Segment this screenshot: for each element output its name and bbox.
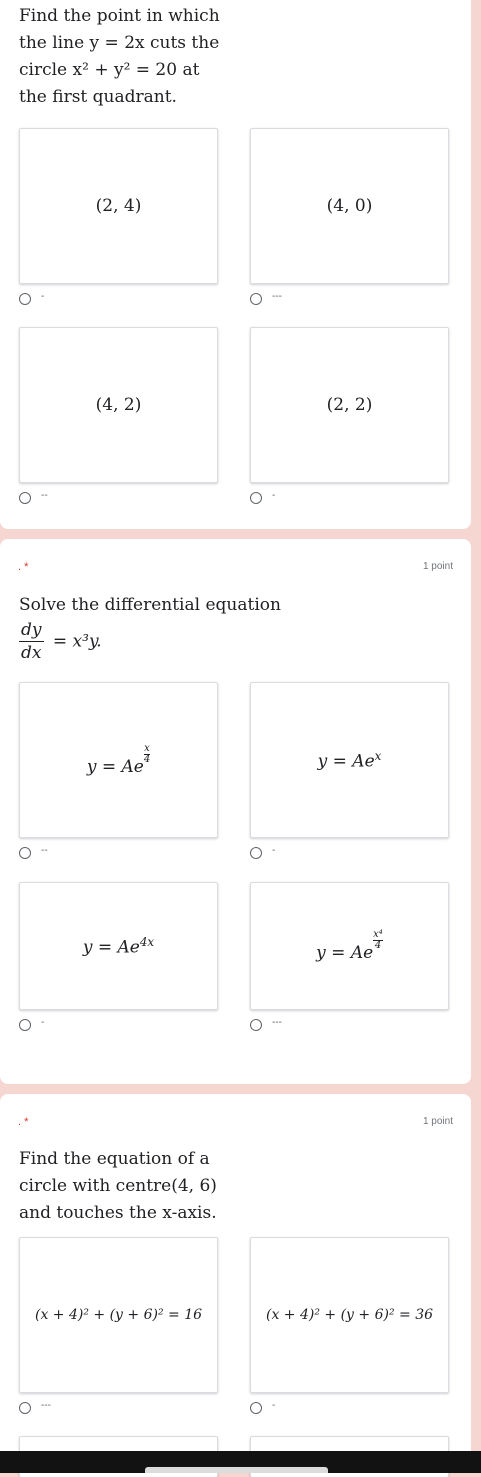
required-marker: . * bbox=[18, 561, 29, 573]
home-gesture-handle[interactable] bbox=[145, 1467, 328, 1473]
option-image-4[interactable] bbox=[250, 882, 449, 1010]
question-card-3 bbox=[0, 1094, 471, 1473]
radio-label: --- bbox=[41, 1400, 51, 1411]
question-line: and touches the x-axis. bbox=[19, 1203, 217, 1223]
option-radio-4[interactable] bbox=[250, 492, 262, 504]
points-label: 1 point bbox=[422, 1116, 453, 1127]
radio-label: --- bbox=[272, 1017, 282, 1028]
equation-rhs: = x³y. bbox=[52, 631, 102, 652]
radio-label: - bbox=[272, 490, 276, 501]
option-radio-1[interactable] bbox=[19, 293, 31, 305]
option-image-2[interactable] bbox=[250, 682, 449, 838]
option-radio-2[interactable] bbox=[250, 1402, 262, 1414]
radio-label: -- bbox=[41, 845, 48, 856]
points-label: 1 point bbox=[422, 561, 453, 572]
question-line: Find the equation of a bbox=[19, 1149, 210, 1169]
option-text bbox=[87, 744, 150, 777]
option-text: (2, 2) bbox=[326, 395, 373, 415]
option-base: y = Ae bbox=[317, 751, 375, 772]
fraction-denominator: dx bbox=[21, 643, 42, 663]
option-text bbox=[83, 935, 154, 958]
option-exponent bbox=[144, 744, 150, 765]
option-image-3[interactable] bbox=[19, 327, 218, 483]
option-radio-4[interactable] bbox=[250, 1019, 262, 1031]
required-marker: . * bbox=[18, 1116, 29, 1128]
question-text bbox=[19, 1146, 249, 1227]
option-image-2[interactable] bbox=[250, 1237, 449, 1393]
radio-label: --- bbox=[272, 291, 282, 302]
radio-label: -- bbox=[41, 490, 48, 501]
option-image-1[interactable] bbox=[19, 1237, 218, 1393]
option-radio-1[interactable] bbox=[19, 847, 31, 859]
radio-label: - bbox=[272, 845, 276, 856]
question-line: Find the point in which bbox=[19, 6, 220, 26]
option-image-4[interactable] bbox=[250, 327, 449, 483]
option-radio-3[interactable] bbox=[19, 492, 31, 504]
option-text bbox=[316, 930, 383, 963]
option-image-2[interactable] bbox=[250, 128, 449, 284]
question-text bbox=[19, 592, 319, 619]
exponent-denominator: 4 bbox=[374, 939, 382, 951]
question-card-1 bbox=[0, 0, 471, 529]
option-text: (4, 0) bbox=[326, 196, 373, 216]
exponent-denominator: 4 bbox=[143, 753, 151, 765]
radio-label: - bbox=[41, 1017, 45, 1028]
question-line: the first quadrant. bbox=[19, 87, 177, 107]
option-text bbox=[318, 749, 382, 772]
exponent-numerator: x⁴ bbox=[373, 928, 383, 940]
option-base: y = Ae bbox=[82, 937, 140, 958]
question-line: circle x² + y² = 20 at bbox=[19, 60, 200, 80]
radio-label: - bbox=[41, 291, 45, 302]
option-text: (x + 4)² + (y + 6)² = 36 bbox=[265, 1307, 434, 1323]
question-line: the line y = 2x cuts the bbox=[19, 33, 220, 53]
option-radio-2[interactable] bbox=[250, 293, 262, 305]
option-text: (4, 2) bbox=[95, 395, 142, 415]
option-base: y = Ae bbox=[86, 756, 144, 777]
option-image-1[interactable] bbox=[19, 682, 218, 838]
fraction-numerator: dy bbox=[21, 620, 42, 640]
option-image-3[interactable] bbox=[19, 882, 218, 1010]
option-text: (2, 4) bbox=[95, 196, 142, 216]
option-exponent: x bbox=[374, 748, 382, 763]
question-line: circle with centre(4, 6) bbox=[19, 1176, 217, 1196]
option-radio-1[interactable] bbox=[19, 1402, 31, 1414]
option-radio-3[interactable] bbox=[19, 1019, 31, 1031]
exponent-numerator: x bbox=[144, 742, 150, 754]
option-exponent: 4x bbox=[139, 934, 155, 949]
option-text: (x + 4)² + (y + 6)² = 16 bbox=[34, 1307, 203, 1323]
option-radio-2[interactable] bbox=[250, 847, 262, 859]
question-line: Solve the differential equation bbox=[19, 595, 281, 615]
derivative-fraction bbox=[19, 619, 44, 664]
question-card-2 bbox=[0, 539, 471, 1084]
radio-label: - bbox=[272, 1400, 276, 1411]
question-equation bbox=[19, 619, 102, 664]
option-base: y = Ae bbox=[316, 942, 374, 963]
question-text bbox=[19, 3, 249, 111]
option-image-1[interactable] bbox=[19, 128, 218, 284]
option-exponent bbox=[373, 930, 383, 951]
